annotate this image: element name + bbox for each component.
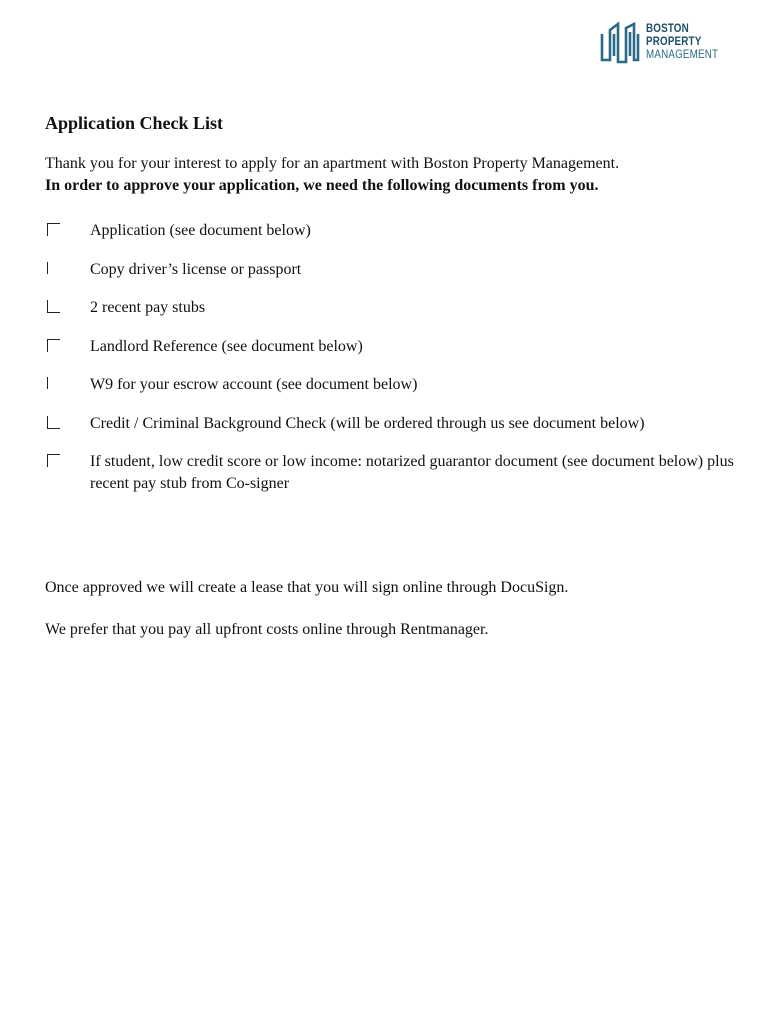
logo-line-2: PROPERTY xyxy=(646,34,702,48)
checklist-item-label: If student, low credit score or low income: notarized guarantor document (see document below) plus recent pay stub from Co-signer xyxy=(90,453,734,492)
checklist-item-w9[interactable] xyxy=(45,374,735,396)
checkbox-icon[interactable] xyxy=(47,262,60,274)
checklist-item-guarantor[interactable] xyxy=(45,451,735,495)
checklist-item-id[interactable] xyxy=(45,259,735,281)
checklist-item-pay-stubs[interactable] xyxy=(45,297,735,319)
closing-payment-text: We prefer that you pay all upfront costs online through Rentmanager. xyxy=(45,621,489,638)
logo-line-1: BOSTON xyxy=(646,21,689,35)
logo-wordmark xyxy=(646,22,734,61)
building-logo-icon xyxy=(600,20,640,66)
checkbox-icon[interactable] xyxy=(47,454,60,467)
logo-line-3: MANAGEMENT xyxy=(646,47,719,61)
intro-line-1: Thank you for your interest to apply for an apartment with Boston Property Management. xyxy=(45,155,620,172)
checklist-item-label: Landlord Reference (see document below) xyxy=(90,338,363,355)
intro-paragraph xyxy=(45,153,745,197)
checkbox-icon[interactable] xyxy=(47,300,60,313)
company-logo xyxy=(600,20,720,68)
checklist-item-label: 2 recent pay stubs xyxy=(90,299,206,316)
intro-line-2: In order to approve your application, we need the following documents from you. xyxy=(45,177,599,194)
checkbox-icon[interactable] xyxy=(47,223,60,236)
checklist-item-label: Application (see document below) xyxy=(90,222,311,239)
checkbox-icon[interactable] xyxy=(47,416,60,429)
checklist-item-label: Credit / Criminal Background Check (will be ordered through us see document below) xyxy=(90,415,645,432)
closing-docusign-text: Once approved we will create a lease that you will sign online through DocuSign. xyxy=(45,579,569,596)
page-title: Application Check List xyxy=(45,113,224,133)
checklist-item-application[interactable] xyxy=(45,220,735,242)
checklist-item-label: Copy driver’s license or passport xyxy=(90,261,302,278)
checklist-item-background-check[interactable] xyxy=(45,413,735,435)
checklist-item-label: W9 for your escrow account (see document below) xyxy=(90,376,418,393)
checklist-item-landlord-reference[interactable] xyxy=(45,336,735,358)
checkbox-icon[interactable] xyxy=(47,377,60,389)
checkbox-icon[interactable] xyxy=(47,339,60,352)
